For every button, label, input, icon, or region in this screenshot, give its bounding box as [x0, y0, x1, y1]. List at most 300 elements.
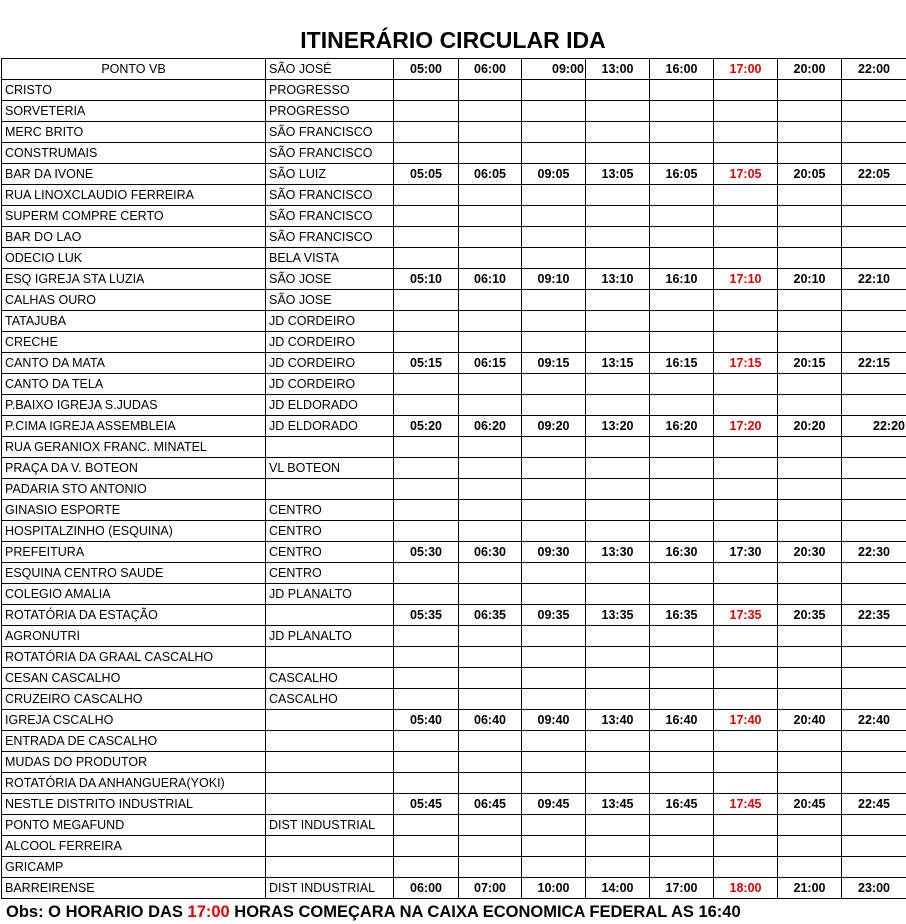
departure-time [714, 206, 778, 227]
departure-time [650, 143, 714, 164]
neighborhood: CENTRO [266, 500, 394, 521]
stop-name: PADARIA STO ANTONIO [2, 479, 266, 500]
neighborhood: SÃO LUIZ [266, 164, 394, 185]
departure-time: 22:45 [842, 794, 906, 815]
departure-time [842, 311, 906, 332]
neighborhood: DIST INDUSTRIAL [266, 878, 394, 899]
stop-name: NESTLE DISTRITO INDUSTRIAL [2, 794, 266, 815]
departure-time: 06:10 [459, 269, 522, 290]
departure-time [394, 626, 459, 647]
departure-time [714, 773, 778, 794]
departure-time: 05:40 [394, 710, 459, 731]
table-row [2, 227, 906, 248]
departure-time: 16:30 [650, 542, 714, 563]
departure-time [842, 521, 906, 542]
neighborhood: SÃO JOSÉ [266, 59, 394, 80]
departure-time: 20:45 [778, 794, 842, 815]
departure-time: 23:00 [842, 878, 906, 899]
table-row [2, 416, 906, 437]
departure-time [650, 752, 714, 773]
departure-time [459, 857, 522, 878]
departure-time [459, 626, 522, 647]
departure-time [714, 332, 778, 353]
departure-time [714, 185, 778, 206]
neighborhood: PROGRESSO [266, 101, 394, 122]
departure-time [650, 80, 714, 101]
departure-time [778, 857, 842, 878]
stop-name: ENTRADA DE CASCALHO [2, 731, 266, 752]
departure-time [522, 143, 586, 164]
departure-time [842, 584, 906, 605]
departure-time [650, 647, 714, 668]
stop-name: CONSTRUMAIS [2, 143, 266, 164]
departure-time: 09:05 [522, 164, 586, 185]
departure-time: 20:20 [778, 416, 842, 437]
departure-time [586, 836, 650, 857]
departure-time [522, 80, 586, 101]
stop-name: ODECIO LUK [2, 248, 266, 269]
departure-time [714, 101, 778, 122]
departure-time: 17:40 [714, 710, 778, 731]
departure-time: 22:00 [842, 59, 906, 80]
departure-time [842, 80, 906, 101]
departure-time [394, 227, 459, 248]
departure-time [650, 815, 714, 836]
departure-time [394, 815, 459, 836]
departure-time [459, 332, 522, 353]
departure-time [459, 227, 522, 248]
departure-time [394, 143, 459, 164]
neighborhood: SÃO JOSE [266, 269, 394, 290]
table-row [2, 374, 906, 395]
departure-time [778, 101, 842, 122]
table-row [2, 248, 906, 269]
stop-name: SORVETERIA [2, 101, 266, 122]
neighborhood: JD CORDEIRO [266, 353, 394, 374]
neighborhood [266, 710, 394, 731]
departure-time [394, 332, 459, 353]
departure-time [394, 689, 459, 710]
departure-time: 13:05 [586, 164, 650, 185]
table-row [2, 689, 906, 710]
departure-time [459, 80, 522, 101]
departure-time [459, 500, 522, 521]
departure-time [394, 122, 459, 143]
departure-time: 17:30 [714, 542, 778, 563]
stop-name: PREFEITURA [2, 542, 266, 563]
departure-time [522, 395, 586, 416]
stop-name: ROTATÓRIA DA ANHANGUERA(YOKI) [2, 773, 266, 794]
table-row [2, 542, 906, 563]
stop-name: P.CIMA IGREJA ASSEMBLEIA [2, 416, 266, 437]
departure-time [586, 458, 650, 479]
neighborhood: VL BOTEON [266, 458, 394, 479]
departure-time [586, 626, 650, 647]
departure-time [394, 479, 459, 500]
stop-name: COLEGIO AMALIA [2, 584, 266, 605]
neighborhood [266, 857, 394, 878]
departure-time [842, 122, 906, 143]
departure-time [842, 563, 906, 584]
departure-time [650, 374, 714, 395]
departure-time [394, 248, 459, 269]
departure-time: 06:45 [459, 794, 522, 815]
departure-time: 17:20 [714, 416, 778, 437]
departure-time [842, 227, 906, 248]
departure-time [586, 101, 650, 122]
departure-time [394, 857, 459, 878]
departure-time [842, 500, 906, 521]
departure-time: 13:40 [586, 710, 650, 731]
departure-time [522, 374, 586, 395]
departure-time [459, 521, 522, 542]
stop-name: SUPERM COMPRE CERTO [2, 206, 266, 227]
departure-time [394, 437, 459, 458]
departure-time [714, 752, 778, 773]
stop-name: ESQUINA CENTRO SAUDE [2, 563, 266, 584]
departure-time [650, 122, 714, 143]
departure-time: 17:05 [714, 164, 778, 185]
departure-time [778, 773, 842, 794]
departure-time [586, 857, 650, 878]
departure-time [586, 815, 650, 836]
stop-name: ALCOOL FERREIRA [2, 836, 266, 857]
stop-name: RUA LINOXCLAUDIO FERREIRA [2, 185, 266, 206]
departure-time [714, 458, 778, 479]
departure-time [650, 101, 714, 122]
departure-time [586, 668, 650, 689]
neighborhood [266, 752, 394, 773]
departure-time [842, 185, 906, 206]
departure-time [459, 731, 522, 752]
neighborhood: SÃO FRANCISCO [266, 122, 394, 143]
schedule-body [2, 59, 906, 899]
departure-time [459, 101, 522, 122]
departure-time [714, 395, 778, 416]
departure-time [778, 836, 842, 857]
departure-time [394, 206, 459, 227]
departure-time [714, 500, 778, 521]
departure-time [459, 311, 522, 332]
departure-time [459, 374, 522, 395]
departure-time [459, 122, 522, 143]
departure-time: 09:15 [522, 353, 586, 374]
stop-name: BAR DA IVONE [2, 164, 266, 185]
table-row [2, 395, 906, 416]
neighborhood [266, 731, 394, 752]
departure-time [459, 143, 522, 164]
departure-time [778, 206, 842, 227]
departure-time: 22:35 [842, 605, 906, 626]
departure-time [778, 521, 842, 542]
departure-time [394, 458, 459, 479]
departure-time [586, 437, 650, 458]
departure-time [842, 479, 906, 500]
stop-name: CRISTO [2, 80, 266, 101]
neighborhood: CENTRO [266, 542, 394, 563]
obs-suffix: HORAS COMEÇARA NA CAIXA ECONOMICA FEDERAL AS 16:40 [229, 903, 741, 921]
table-row [2, 164, 906, 185]
departure-time [842, 815, 906, 836]
departure-time [842, 668, 906, 689]
departure-time: 17:35 [714, 605, 778, 626]
departure-time [842, 773, 906, 794]
departure-time [459, 647, 522, 668]
neighborhood: DIST INDUSTRIAL [266, 815, 394, 836]
departure-time: 05:05 [394, 164, 459, 185]
departure-time [714, 647, 778, 668]
departure-time [459, 836, 522, 857]
departure-time: 20:30 [778, 542, 842, 563]
departure-time [714, 731, 778, 752]
departure-time: 16:15 [650, 353, 714, 374]
departure-time [842, 248, 906, 269]
departure-time: 20:10 [778, 269, 842, 290]
departure-time [778, 290, 842, 311]
stop-name: PONTO MEGAFUND [2, 815, 266, 836]
departure-time [459, 248, 522, 269]
stop-name: CANTO DA TELA [2, 374, 266, 395]
departure-time [842, 290, 906, 311]
departure-time: 17:15 [714, 353, 778, 374]
departure-time [778, 437, 842, 458]
table-row [2, 479, 906, 500]
departure-time [394, 395, 459, 416]
departure-time [394, 374, 459, 395]
stop-name: CANTO DA MATA [2, 353, 266, 374]
departure-time [714, 290, 778, 311]
departure-time: 06:00 [459, 59, 522, 80]
neighborhood: JD PLANALTO [266, 626, 394, 647]
departure-time [842, 836, 906, 857]
departure-time [394, 521, 459, 542]
departure-time: 16:10 [650, 269, 714, 290]
departure-time [842, 458, 906, 479]
departure-time: 13:45 [586, 794, 650, 815]
departure-time: 20:05 [778, 164, 842, 185]
table-row [2, 290, 906, 311]
departure-time [842, 857, 906, 878]
departure-time: 20:40 [778, 710, 842, 731]
table-row [2, 311, 906, 332]
departure-time: 17:45 [714, 794, 778, 815]
neighborhood: JD CORDEIRO [266, 374, 394, 395]
departure-time: 06:40 [459, 710, 522, 731]
table-row [2, 101, 906, 122]
departure-time: 06:30 [459, 542, 522, 563]
departure-time [842, 332, 906, 353]
table-row [2, 626, 906, 647]
departure-time: 13:20 [586, 416, 650, 437]
stop-name: P.BAIXO IGREJA S.JUDAS [2, 395, 266, 416]
departure-time: 16:05 [650, 164, 714, 185]
departure-time [650, 395, 714, 416]
departure-time [586, 584, 650, 605]
departure-time [522, 500, 586, 521]
neighborhood [266, 479, 394, 500]
departure-time [394, 773, 459, 794]
departure-time [842, 395, 906, 416]
departure-time [394, 500, 459, 521]
departure-time [394, 752, 459, 773]
stop-name: RUA GERANIOX FRANC. MINATEL [2, 437, 266, 458]
departure-time [650, 626, 714, 647]
departure-time: 20:35 [778, 605, 842, 626]
table-row [2, 710, 906, 731]
departure-time [842, 143, 906, 164]
table-row [2, 836, 906, 857]
neighborhood: SÃO FRANCISCO [266, 227, 394, 248]
stop-name: PONTO VB [2, 59, 266, 80]
departure-time [778, 815, 842, 836]
table-row [2, 731, 906, 752]
departure-time [522, 752, 586, 773]
departure-time: 05:45 [394, 794, 459, 815]
neighborhood: SÃO JOSE [266, 290, 394, 311]
departure-time [650, 458, 714, 479]
table-row [2, 437, 906, 458]
departure-time [522, 122, 586, 143]
departure-time [650, 206, 714, 227]
departure-time [778, 563, 842, 584]
departure-time [394, 668, 459, 689]
departure-time [522, 437, 586, 458]
departure-time [714, 815, 778, 836]
departure-time [522, 773, 586, 794]
departure-time [778, 332, 842, 353]
neighborhood: JD ELDORADO [266, 395, 394, 416]
departure-time [778, 80, 842, 101]
table-row [2, 332, 906, 353]
departure-time: 09:10 [522, 269, 586, 290]
neighborhood [266, 836, 394, 857]
departure-time [459, 752, 522, 773]
departure-time [778, 143, 842, 164]
departure-time [394, 836, 459, 857]
departure-time: 09:40 [522, 710, 586, 731]
neighborhood [266, 605, 394, 626]
neighborhood: CASCALHO [266, 668, 394, 689]
departure-time [650, 857, 714, 878]
departure-time [522, 248, 586, 269]
stop-name: ROTATÓRIA DA GRAAL CASCALHO [2, 647, 266, 668]
departure-time: 09:45 [522, 794, 586, 815]
departure-time [522, 689, 586, 710]
departure-time [778, 374, 842, 395]
neighborhood: SÃO FRANCISCO [266, 143, 394, 164]
departure-time [778, 689, 842, 710]
departure-time [714, 668, 778, 689]
departure-time [714, 227, 778, 248]
departure-time [586, 563, 650, 584]
table-row [2, 122, 906, 143]
neighborhood: JD CORDEIRO [266, 332, 394, 353]
departure-time [650, 689, 714, 710]
departure-time [778, 479, 842, 500]
departure-time [459, 206, 522, 227]
departure-time [522, 227, 586, 248]
departure-time [394, 290, 459, 311]
departure-time: 05:20 [394, 416, 459, 437]
departure-time [650, 773, 714, 794]
departure-time [522, 836, 586, 857]
departure-time [586, 395, 650, 416]
departure-time [650, 500, 714, 521]
departure-time: 09:20 [522, 416, 586, 437]
departure-time [459, 458, 522, 479]
table-row [2, 752, 906, 773]
stop-name: TATAJUBA [2, 311, 266, 332]
departure-time: 16:40 [650, 710, 714, 731]
departure-time [650, 227, 714, 248]
stop-name: ROTATÓRIA DA ESTAÇÃO [2, 605, 266, 626]
departure-time: 06:00 [394, 878, 459, 899]
departure-time [394, 80, 459, 101]
departure-time: 07:00 [459, 878, 522, 899]
stop-name: CALHAS OURO [2, 290, 266, 311]
table-row [2, 458, 906, 479]
table-row [2, 668, 906, 689]
departure-time [714, 836, 778, 857]
departure-time [714, 521, 778, 542]
departure-time [714, 122, 778, 143]
neighborhood [266, 773, 394, 794]
departure-time [714, 584, 778, 605]
departure-time [459, 563, 522, 584]
stop-name: HOSPITALZINHO (ESQUINA) [2, 521, 266, 542]
departure-time [842, 437, 906, 458]
departure-time [522, 185, 586, 206]
departure-time [714, 437, 778, 458]
neighborhood: JD PLANALTO [266, 584, 394, 605]
departure-time [586, 521, 650, 542]
departure-time: 18:00 [714, 878, 778, 899]
stop-name: BARREIRENSE [2, 878, 266, 899]
departure-time [586, 206, 650, 227]
departure-time [714, 563, 778, 584]
departure-time [394, 731, 459, 752]
departure-time [522, 584, 586, 605]
departure-time [394, 101, 459, 122]
departure-time: 22:40 [842, 710, 906, 731]
departure-time [842, 689, 906, 710]
departure-time [586, 80, 650, 101]
departure-time: 14:00 [586, 878, 650, 899]
table-row [2, 143, 906, 164]
departure-time [650, 185, 714, 206]
table-row [2, 584, 906, 605]
departure-time [459, 815, 522, 836]
departure-time: 13:35 [586, 605, 650, 626]
departure-time [586, 311, 650, 332]
departure-time [650, 332, 714, 353]
departure-time [586, 647, 650, 668]
departure-time: 22:20 [842, 416, 906, 437]
departure-time [394, 311, 459, 332]
departure-time [459, 584, 522, 605]
departure-time [842, 752, 906, 773]
table-row [2, 647, 906, 668]
departure-time [650, 437, 714, 458]
departure-time [714, 479, 778, 500]
departure-time [394, 647, 459, 668]
departure-time [586, 185, 650, 206]
table-row [2, 857, 906, 878]
departure-time [586, 290, 650, 311]
departure-time [842, 731, 906, 752]
table-row [2, 500, 906, 521]
departure-time: 09:00 [522, 59, 586, 80]
